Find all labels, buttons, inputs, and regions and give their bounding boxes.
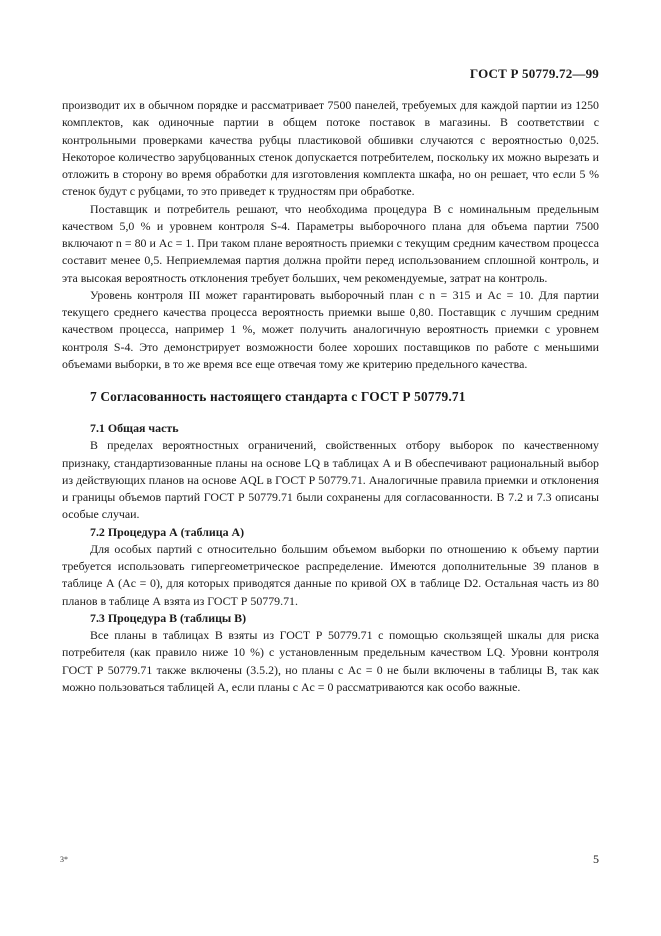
subsection-heading-7-2: 7.2 Процедура А (таблица А) [90, 524, 245, 539]
paragraph-7-2: Для особых партий с относительно большим объемом выборки по отношению к объему партии требуется использовать гипергеометрическое распределение. Имеются дополнительные 39 планов в таблице А (Ac = 0), для которых приводятся данные по кривой ОХ в таблице D2. Остальная часть из 80 планов в таблице А взята из ГОСТ Р 50779.71. [62, 541, 599, 608]
paragraph-procedure-b-example: Поставщик и потребитель решают, что необходима процедура В с номинальным предельным качеством 5,0 % и уровнем контроля S-4. Параметры выборочного плана для объема партии 7500 включают n = 80 и Ac = 1. При таком плане вероятность приемки с текущим средним качеством процесса составит менее 0,5. Неприемлемая партия должна пройти перед использованием сплошной контроль, и эта высокая вероятность отклонения требует больших, чем рекомендуемые, затрат на контроль. [62, 201, 599, 285]
standard-designation: ГОСТ Р 50779.72—99 [469, 66, 599, 81]
sheet-mark: 3* [60, 855, 68, 864]
subsection-heading-7-3: 7.3 Процедура В (таблицы В) [90, 610, 247, 625]
section-heading: 7 Согласованность настоящего стандарта с ГОСТ Р 50779.71 [90, 389, 466, 404]
page-content [62, 97, 599, 696]
paragraph-control-level-iii: Уровень контроля III может гарантировать выборочный план с n = 315 и Ac = 10. Для партии текущего среднего качества процесса вероятность приемки выше 0,80. Поставщик с лучшим средним качеством процесса, например 1 %, может получить аналогичную вероятность приемки с уровнем контроля S-4. Это демонстрирует возможности более хороших поставщиков по работе с меньшими объемами выборки, в то же время все еще отвечая тому же критерию предельного качества. [62, 287, 599, 371]
paragraph-7-3: Все планы в таблицах В взяты из ГОСТ Р 50779.71 с помощью скользящей шкалы для риска потребителя (как правило ниже 10 %) с установленным предельным качеством LQ. Уровни контроля ГОСТ Р 50779.71 также включены (3.5.2), но планы с Ac = 0 не были включены в таблицы В, так как можно пользоваться таблицей А, если планы с Ac = 0 рассматриваются как особо важные. [62, 628, 599, 694]
page-number: 5 [593, 852, 599, 866]
subsection-heading-7-1: 7.1 Общая часть [90, 421, 179, 435]
paragraph-continuation: производит их в обычном порядке и рассматривает 7500 панелей, требуемых для каждой партии из 1250 комплектов, как одиночные партии в общем потоке поставок в магазины. В соответствии с контрольными проверками качества рубцы пластиковой обшивки случаются с вероятностью 0,025. Некоторое количество зарубцованных стенок допускается потребителем, поскольку их можно вырезать и отложить в сторону во время обработки для изготовления комплекта шкафа, но он решает, что если 5 % стенок будут с рубцами, то это приведет к трудностям при обработке. [62, 98, 599, 199]
paragraph-7-1: В пределах вероятностных ограничений, свойственных отбору выборок по качественному признаку, стандартизованные планы на основе LQ в таблицах А и В обеспечивают рациональный выбор из действующих планов на основе AQL в ГОСТ Р 50779.71. Аналогичные правила приемки и отклонения и границы объемов партий ГОСТ Р 50779.71 были сохранены для согласованности. В 7.2 и 7.3 описаны особые случаи. [62, 438, 599, 522]
